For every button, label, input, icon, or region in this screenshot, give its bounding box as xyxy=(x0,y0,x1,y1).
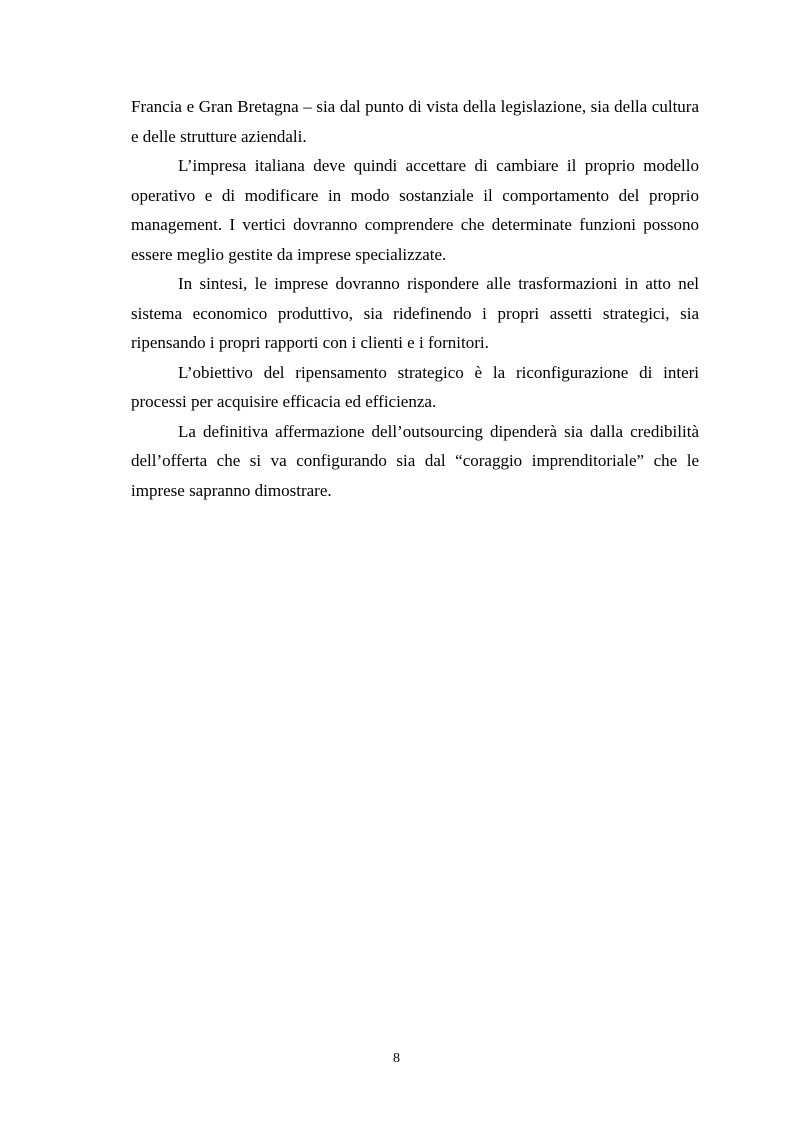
page-number: 8 xyxy=(393,1051,400,1066)
paragraph: In sintesi, le imprese dovranno rispondere alle trasformazioni in atto nel sistema economico produttivo, sia ridefinendo i propri assetti strategici, sia ripensando i propri rapporti con i clienti e i fornitori. xyxy=(131,274,699,352)
body-text xyxy=(131,92,699,505)
paragraph: L’impresa italiana deve quindi accettare di cambiare il proprio modello operativo e di modificare in modo sostanziale il comportamento del proprio management. I vertici dovranno comprendere che determinate funzioni possono essere meglio gestite da imprese specializzate. xyxy=(131,156,699,264)
paragraph: La definitiva affermazione dell’outsourcing dipenderà sia dalla credibilità dell’offerta che si va configurando sia dal “coraggio imprenditoriale” che le imprese sapranno dimostrare. xyxy=(131,421,699,500)
paragraph: L’obiettivo del ripensamento strategico è la riconfigurazione di interi processi per acquisire efficacia ed efficienza. xyxy=(131,362,699,411)
paragraph-continuation: Francia e Gran Bretagna – sia dal punto di vista della legislazione, sia della cultura e delle strutture aziendali. xyxy=(131,97,699,146)
